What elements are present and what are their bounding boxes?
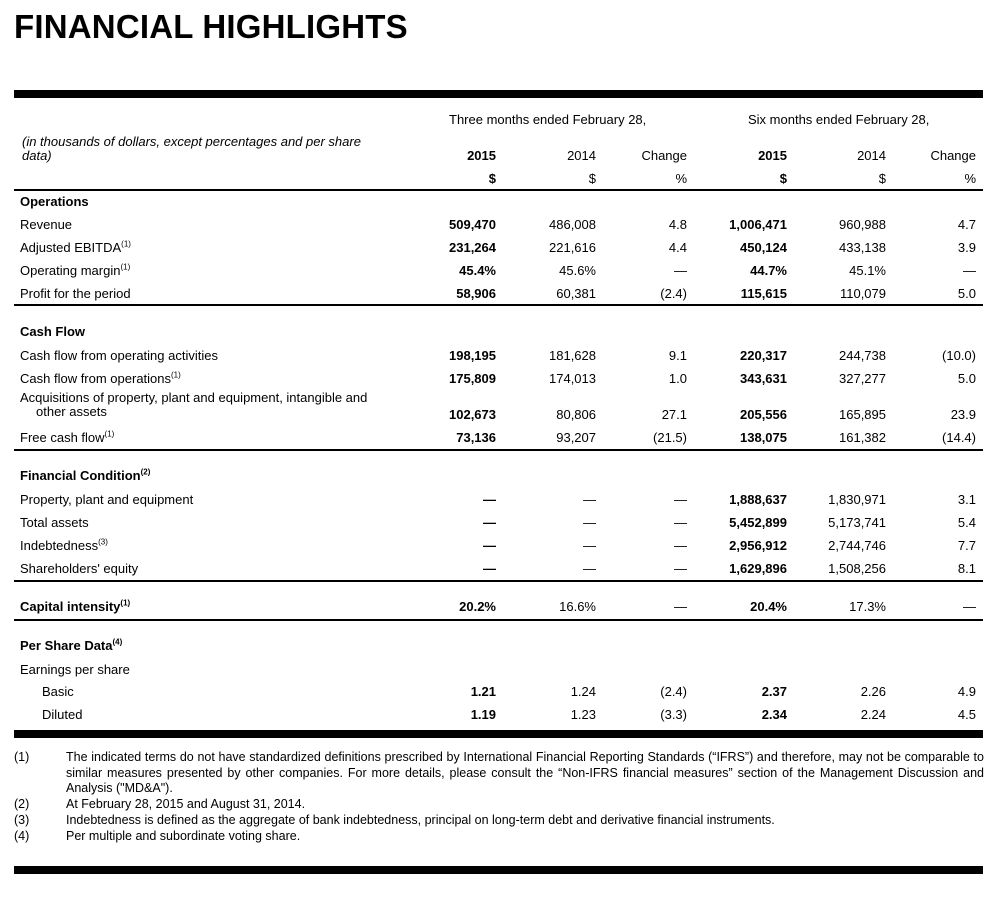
table-cell: 4.9	[957, 684, 976, 699]
table-cell: —	[674, 515, 687, 530]
capital-intensity-rule	[14, 619, 983, 621]
column-unit-2: $	[588, 171, 596, 186]
table-cell: 58,906	[456, 286, 496, 301]
table-cell: 1.23	[570, 707, 596, 722]
table-cell: 115,615	[740, 286, 787, 301]
row-label	[20, 430, 114, 445]
table-cell: 4.7	[957, 217, 976, 232]
row-label	[42, 707, 82, 722]
table-cell: —	[483, 561, 496, 576]
table-cell: —	[483, 515, 496, 530]
row-label-sup: (1)	[120, 262, 131, 272]
row-label-text: Cash flow from operating activities	[20, 348, 218, 363]
table-cell: —	[674, 561, 687, 576]
row-label-sup: (1)	[104, 429, 115, 439]
table-cell: 5.0	[957, 286, 976, 301]
header-group-three-months: Three months ended February 28,	[449, 112, 647, 127]
table-cell: 198,195	[449, 348, 496, 363]
page-title: FINANCIAL HIGHLIGHTS	[14, 8, 408, 45]
table-cell: 1,508,256	[828, 561, 886, 576]
table-cell: 509,470	[449, 217, 496, 232]
table-cell: —	[963, 599, 976, 614]
row-label-text: Free cash flow	[20, 430, 105, 445]
table-cell: 220,317	[740, 348, 787, 363]
section-capital-intensity-sup: (1)	[120, 598, 131, 608]
table-cell: 1.21	[470, 684, 496, 699]
table-cell: 2,956,912	[729, 538, 787, 553]
footnote-number: (2)	[14, 797, 30, 811]
table-cell: 17.3%	[849, 599, 886, 614]
table-cell: 16.6%	[559, 599, 596, 614]
earnings-per-share-label: Earnings per share	[20, 662, 130, 677]
table-cell: 175,809	[449, 371, 496, 386]
row-label	[20, 240, 131, 255]
table-cell: —	[674, 492, 687, 507]
column-header-5: 2014	[857, 148, 886, 163]
row-label	[20, 391, 367, 419]
table-cell: 102,673	[449, 407, 496, 422]
row-label	[20, 538, 108, 553]
row-label	[20, 492, 193, 507]
table-cell: 7.7	[957, 538, 976, 553]
column-unit-6: %	[964, 171, 976, 186]
table-cell: 8.1	[957, 561, 976, 576]
page-bottom-thick-rule	[14, 866, 983, 874]
table-cell: —	[483, 492, 496, 507]
row-label-line-2: other assets	[36, 404, 107, 419]
column-header-6: Change	[930, 148, 976, 163]
footnote-text: Per multiple and subordinate voting share.	[66, 829, 301, 843]
table-cell: 27.1	[661, 407, 687, 422]
section-per-share-sup: (4)	[112, 637, 123, 647]
table-cell: 45.4%	[459, 263, 496, 278]
table-cell: 450,124	[740, 240, 787, 255]
table-cell: —	[583, 538, 596, 553]
table-cell: 960,988	[839, 217, 886, 232]
table-cell: 4.8	[668, 217, 687, 232]
table-cell: 433,138	[839, 240, 886, 255]
header-note	[22, 135, 392, 163]
table-cell: —	[583, 561, 596, 576]
section-per-share	[20, 638, 122, 653]
table-cell: 244,738	[839, 348, 886, 363]
section-capital-intensity	[20, 599, 130, 614]
top-thick-rule	[14, 90, 983, 98]
table-cell: —	[674, 538, 687, 553]
financial-condition-rule	[14, 580, 983, 582]
footnote-text: Indebtedness is defined as the aggregate of bank indebtedness, principal on long-term debt and derivative financial instruments.	[66, 813, 775, 827]
table-cell: 3.9	[957, 240, 976, 255]
operations-rule	[14, 304, 983, 306]
row-label	[20, 263, 130, 278]
row-label-sup: (3)	[98, 537, 108, 547]
row-label-text: Shareholders' equity	[20, 561, 139, 576]
table-cell: 23.9	[950, 407, 976, 422]
table-cell: 1,629,896	[729, 561, 787, 576]
column-unit-1: $	[488, 171, 496, 186]
table-cell: 80,806	[556, 407, 596, 422]
row-label-text: Basic	[42, 684, 74, 699]
row-label	[20, 515, 89, 530]
section-financial-condition-label: Financial Condition	[20, 468, 141, 483]
column-unit-5: $	[878, 171, 886, 186]
table-cell: 2.26	[860, 684, 886, 699]
table-cell: 4.5	[957, 707, 976, 722]
table-cell: 45.1%	[849, 263, 886, 278]
row-label-text: Total assets	[20, 515, 89, 530]
table-cell: 5,173,741	[828, 515, 886, 530]
footnote-number: (3)	[14, 813, 30, 827]
footnote-text: The indicated terms do not have standardized definitions prescribed by International Financial Reporting Standards (“IFRS”) and therefore, may not be comparable to similar measures presented by other companies. For more details, please consult the “Non-IFRS financial measures” section of the Management Discussion and Analysis ("MD&A").	[66, 750, 984, 795]
column-header-3: Change	[641, 148, 687, 163]
row-label	[20, 286, 131, 301]
table-cell: 2,744,746	[828, 538, 886, 553]
row-label-text: Property, plant and equipment	[20, 492, 194, 507]
table-cell: 161,382	[839, 430, 886, 445]
table-cell: 2.34	[761, 707, 787, 722]
table-cell: (2.4)	[660, 286, 687, 301]
table-cell: —	[483, 538, 496, 553]
table-cell: —	[963, 263, 976, 278]
table-cell: 5.0	[957, 371, 976, 386]
header-note-text: (in thousands of dollars, except percentages and per share data)	[22, 134, 361, 163]
table-cell: 1.19	[470, 707, 496, 722]
row-label-text: Operating margin	[20, 263, 121, 278]
section-capital-intensity-label: Capital intensity	[20, 599, 121, 614]
table-cell: 60,381	[556, 286, 596, 301]
table-cell: 20.4%	[750, 599, 787, 614]
table-cell: (14.4)	[942, 430, 976, 445]
table-cell: 5.4	[957, 515, 976, 530]
header-rule	[14, 189, 983, 191]
table-cell: 5,452,899	[729, 515, 787, 530]
table-cell: 1.0	[668, 371, 687, 386]
cash-flow-rule	[14, 449, 983, 451]
header-group-six-months: Six months ended February 28,	[748, 112, 930, 127]
table-cell: 174,013	[549, 371, 596, 386]
row-label	[42, 684, 74, 699]
section-financial-condition-sup: (2)	[140, 467, 151, 477]
column-header-2: 2014	[567, 148, 596, 163]
column-header-1: 2015	[467, 148, 496, 163]
table-cell: 93,207	[556, 430, 596, 445]
table-cell: 4.4	[668, 240, 687, 255]
table-cell: 138,075	[740, 430, 787, 445]
table-cell: 1,888,637	[729, 492, 787, 507]
row-label	[20, 348, 218, 363]
table-cell: —	[674, 263, 687, 278]
table-cell: 45.6%	[559, 263, 596, 278]
section-operations: Operations	[20, 194, 89, 209]
table-cell: 2.24	[860, 707, 886, 722]
footnote-text: At February 28, 2015 and August 31, 2014.	[66, 797, 306, 811]
table-cell: —	[583, 515, 596, 530]
table-cell: 181,628	[549, 348, 596, 363]
row-label-sup: (1)	[121, 239, 131, 249]
section-per-share-label: Per Share Data	[20, 638, 113, 653]
row-label-text: Cash flow from operations	[20, 371, 172, 386]
row-label	[20, 371, 181, 386]
row-label-text: Adjusted EBITDA	[20, 240, 122, 255]
table-cell: (3.3)	[660, 707, 687, 722]
table-cell: 231,264	[449, 240, 496, 255]
table-cell: 9.1	[668, 348, 687, 363]
table-cell: 1,830,971	[828, 492, 886, 507]
table-cell: 1.24	[570, 684, 596, 699]
table-cell: —	[583, 492, 596, 507]
row-label	[20, 217, 72, 232]
table-cell: 110,079	[839, 286, 886, 301]
row-label-sup: (1)	[171, 370, 181, 380]
section-financial-condition	[20, 468, 150, 483]
row-label-text: Revenue	[20, 217, 73, 232]
table-cell: —	[674, 599, 687, 614]
table-cell: (21.5)	[653, 430, 687, 445]
footnote-number: (1)	[14, 750, 30, 764]
column-unit-4: $	[779, 171, 787, 186]
table-cell: 327,277	[839, 371, 886, 386]
table-bottom-thick-rule	[14, 730, 983, 738]
footnote-number: (4)	[14, 829, 30, 843]
table-cell: 44.7%	[750, 263, 787, 278]
table-cell: 2.37	[761, 684, 787, 699]
row-label-text: Indebtedness	[20, 538, 99, 553]
table-cell: 221,616	[549, 240, 596, 255]
section-cash-flow: Cash Flow	[20, 324, 86, 339]
row-label-line-1: Acquisitions of property, plant and equipment, intangible and	[20, 390, 368, 405]
table-cell: 1,006,471	[729, 217, 787, 232]
table-cell: 205,556	[740, 407, 787, 422]
column-header-4: 2015	[758, 148, 787, 163]
row-label-text: Profit for the period	[20, 286, 131, 301]
table-cell: 165,895	[839, 407, 886, 422]
table-cell: 343,631	[740, 371, 787, 386]
table-cell: (2.4)	[660, 684, 687, 699]
table-cell: 20.2%	[459, 599, 496, 614]
table-cell: 3.1	[957, 492, 976, 507]
column-unit-3: %	[675, 171, 687, 186]
table-cell: 73,136	[456, 430, 496, 445]
table-cell: 486,008	[549, 217, 596, 232]
row-label-text: Diluted	[42, 707, 83, 722]
table-cell: (10.0)	[942, 348, 976, 363]
row-label	[20, 561, 138, 576]
